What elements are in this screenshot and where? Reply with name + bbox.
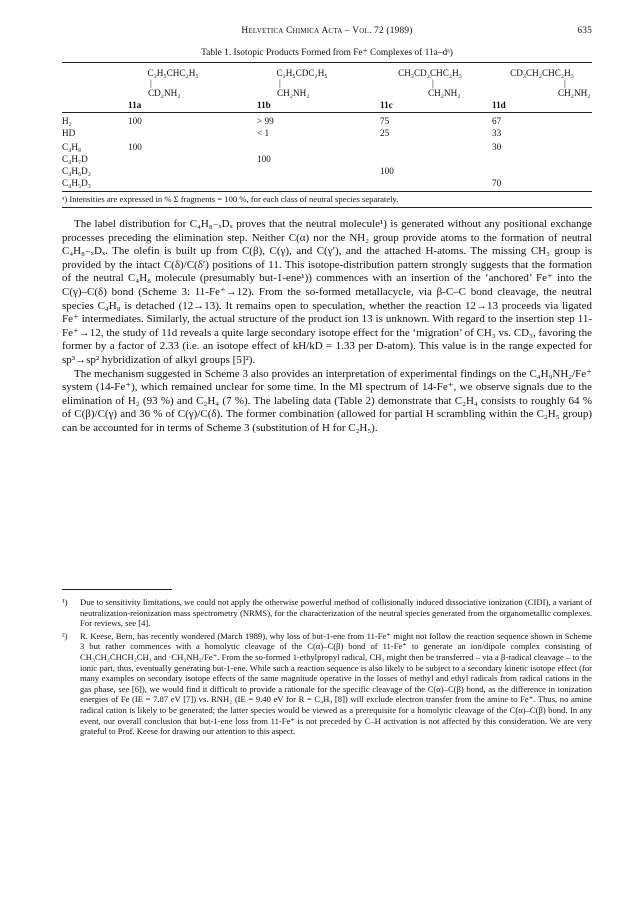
body-text xyxy=(62,218,592,436)
column-branch: CH₂NH₂ xyxy=(558,88,591,98)
footnote-2 xyxy=(62,631,592,737)
running-head xyxy=(62,26,592,40)
table-cell: 70 xyxy=(492,178,502,188)
table-footnote: ᵃ) Intensities are expressed in % Σ fragments = 100 %, for each class of neutral species separately. xyxy=(62,194,399,204)
paragraph-2: The mechanism suggested in Scheme 3 also provides an interpretation of experimental findings on the C₄H₉NH₂/Fe⁺ system (14-Fe⁺), which remained unclear for some time. In the MI spectrum of 14-Fe⁺, we observe signals due to the elimination of H₂ (93 %) and C₂H₄ (7 %). The labeling data (Table 2) demonstrate that C₂H₄ consists to roughly 64 % of C(β)/C(γ) and 36 % of C(γ)/C(δ). The former combination (allowed for partial H scrambling within the C₂H₅ group) can be accounted for in terms of Scheme 3 (substitution of H for C₂H₅). xyxy=(62,367,592,434)
table-cell: 67 xyxy=(492,116,502,126)
table-cell: < 1 xyxy=(257,128,270,138)
table-caption: Table 1. Isotopic Products Formed from Fe⁺ Complexes of 11a–dᵃ) xyxy=(201,48,453,58)
journal-title: Helvetica Chimica Acta – Vol. 72 (1989) xyxy=(241,26,413,36)
column-label-11b: 11b xyxy=(257,100,271,110)
page-number: 635 xyxy=(577,26,592,36)
footnotes xyxy=(62,597,592,739)
column-branch: CH₂NH₂ xyxy=(277,88,310,98)
row-label: C₄H₆D₂ xyxy=(62,166,92,176)
column-formula: CH₃CD₂CHC₂H₅ xyxy=(398,68,462,78)
column-formula: C₂H₅CHC₂H₅ xyxy=(147,68,199,78)
table-cell: 100 xyxy=(380,166,394,176)
table-cell: 25 xyxy=(380,128,390,138)
row-label: H₂ xyxy=(62,116,72,126)
column-branch: CH₂NH₂ xyxy=(428,88,461,98)
footnote-1 xyxy=(62,597,592,629)
row-label: HD xyxy=(62,128,76,138)
footnote-rule xyxy=(62,589,172,590)
footnote-number: ²) xyxy=(62,630,68,641)
paragraph-1: The label distribution for C₄H₈₋ₓDₓ proves that the neutral molecule¹) is generated without any positional exchange processes preceding the elimination step. Neither C(α) nor the NH₂ group provide atoms to the formation of neutral C₄H₈₋ₓDₓ. The olefin is built up from C(β), C(γ), and C(γ′), and the attached H-atoms. The missing CH₃ group is provided by the intact C(δ)/C(δ′) positions of 11. This isotope-distribution pattern strongly suggests that the formation of the neutral C₄H₈ molecule (presumably but-1-ene¹)) commences with an insertion of the ‘anchored’ Fe⁺ into the C(γ)–C(δ) bond (Scheme 3: 11-Fe⁺→12). From the so-formed metallacycle, via β-C–C bond cleavage, the neutral species C₄H₈ is detached (12→13). It remains open to speculation, whether the reaction 12→13 proceeds via ligated Fe⁺ intermediates. Similarly, the actual structure of the product ion 13 is unknown. With regard to the insertion step 11-Fe⁺→12, the study of 11d reveals a quite large secondary isotope effect for the ‘migration’ of CH₃ vs. CD₃, favoring the former by a factor of 2.33 (i.e. an isotope effect of kH/kD = 1.33 per D-atom). This value is in the range expected for sp³→sp² hybridization of alkyl groups [5]²). xyxy=(62,218,592,366)
table-cell: 75 xyxy=(380,116,390,126)
footnote-text: R. Keese, Bern, has recently wondered (March 1989), why loss of but-1-ene from 11-Fe⁺ might not follow the reaction sequence shown in Scheme 3 but rather commences with a homolytic cleavage of the C(α)–C(β) bond of 11-Fe⁺ to generate an ion/dipole complex consisting of CH₃CH₂ĊHCH₂CH₃ and ·CH₂NH₂/Fe⁺. From the so-formed 1-ethylpropyl radical, CH₃ might then be transferred – via a β-radical cleavage – to the ionic part, thus, eventually generating but-1-ene. While such a reaction sequence is also likely to be subject to a secondary kinetic isotope effect (for many examples on secondary isotope effects of the same magnitude operative in the losses of methyl and ethyl radicals from radical cations in the gas phase, see [6]), we would find it difficult to provide a rationale for the specific cleavage of the C(α)–C(β) bond, as the difference in ionization energies of Fe (IE = 7.87 eV [7]) vs. RNH₂ (IE = 9.40 eV for R = C₄H₉ [8]) will exclude electron transfer from the amine to Fe⁺. Thus, no amine radical cation is likely to be generated; the latter species would be viewed as a prerequisite for a homolytic cleavage of the C(α)–C(β) bond. In any event, our overall conclusion that but-1-ene loss from 11-Fe⁺ is not preceded by C–H activation is not affected by this consideration. We are very grateful to Prof. Keese for drawing our attention to this aspect. xyxy=(80,630,592,737)
table-bottom-rule xyxy=(62,191,592,192)
column-header-11b: C₂H₅CDC₂H₅ | CH₂NH₂ xyxy=(257,68,347,98)
footnote-number: ¹) xyxy=(62,597,68,607)
row-label: C₄H₇D xyxy=(62,154,88,164)
column-header-11a: C₂H₅CHC₂H₅ | CD₂NH₂ xyxy=(128,68,218,98)
table-header-rule xyxy=(62,112,592,113)
table-cell: 30 xyxy=(492,142,502,152)
column-label-11a: 11a xyxy=(128,100,142,110)
row-label: C₄H₈ xyxy=(62,142,82,152)
column-formula: C₂H₅CDC₂H₅ xyxy=(276,68,328,78)
column-label-11c: 11c xyxy=(380,100,393,110)
table-cell: 33 xyxy=(492,128,502,138)
table-cell: 100 xyxy=(128,142,142,152)
table-top-rule xyxy=(62,62,592,63)
footnote-text: Due to sensitivity limitations, we could not apply the otherwise powerful method of collisionally induced dissociative ionization (CIDI), a variant of neutralization-reionization mass spectrometry (NRMS), for the characterization of the neutral species generated from the organometallic complexes. For reviews, see [4]. xyxy=(80,597,592,629)
table-footnote-rule xyxy=(62,207,592,208)
table-cell: 100 xyxy=(128,116,142,126)
column-label-11d: 11d xyxy=(492,100,506,110)
column-header-11c: CH₃CD₂CHC₂H₅ | CH₂NH₂ xyxy=(380,68,480,98)
column-header-11d: CD₃CH₂CHC₂H₅ | CH₂NH₂ xyxy=(492,68,592,98)
column-branch: CD₂NH₂ xyxy=(148,88,181,98)
table-cell: > 99 xyxy=(257,116,274,126)
row-label: C₄H₅D₃ xyxy=(62,178,92,188)
column-formula: CD₃CH₂CHC₂H₅ xyxy=(510,68,574,78)
table-cell: 100 xyxy=(257,154,271,164)
